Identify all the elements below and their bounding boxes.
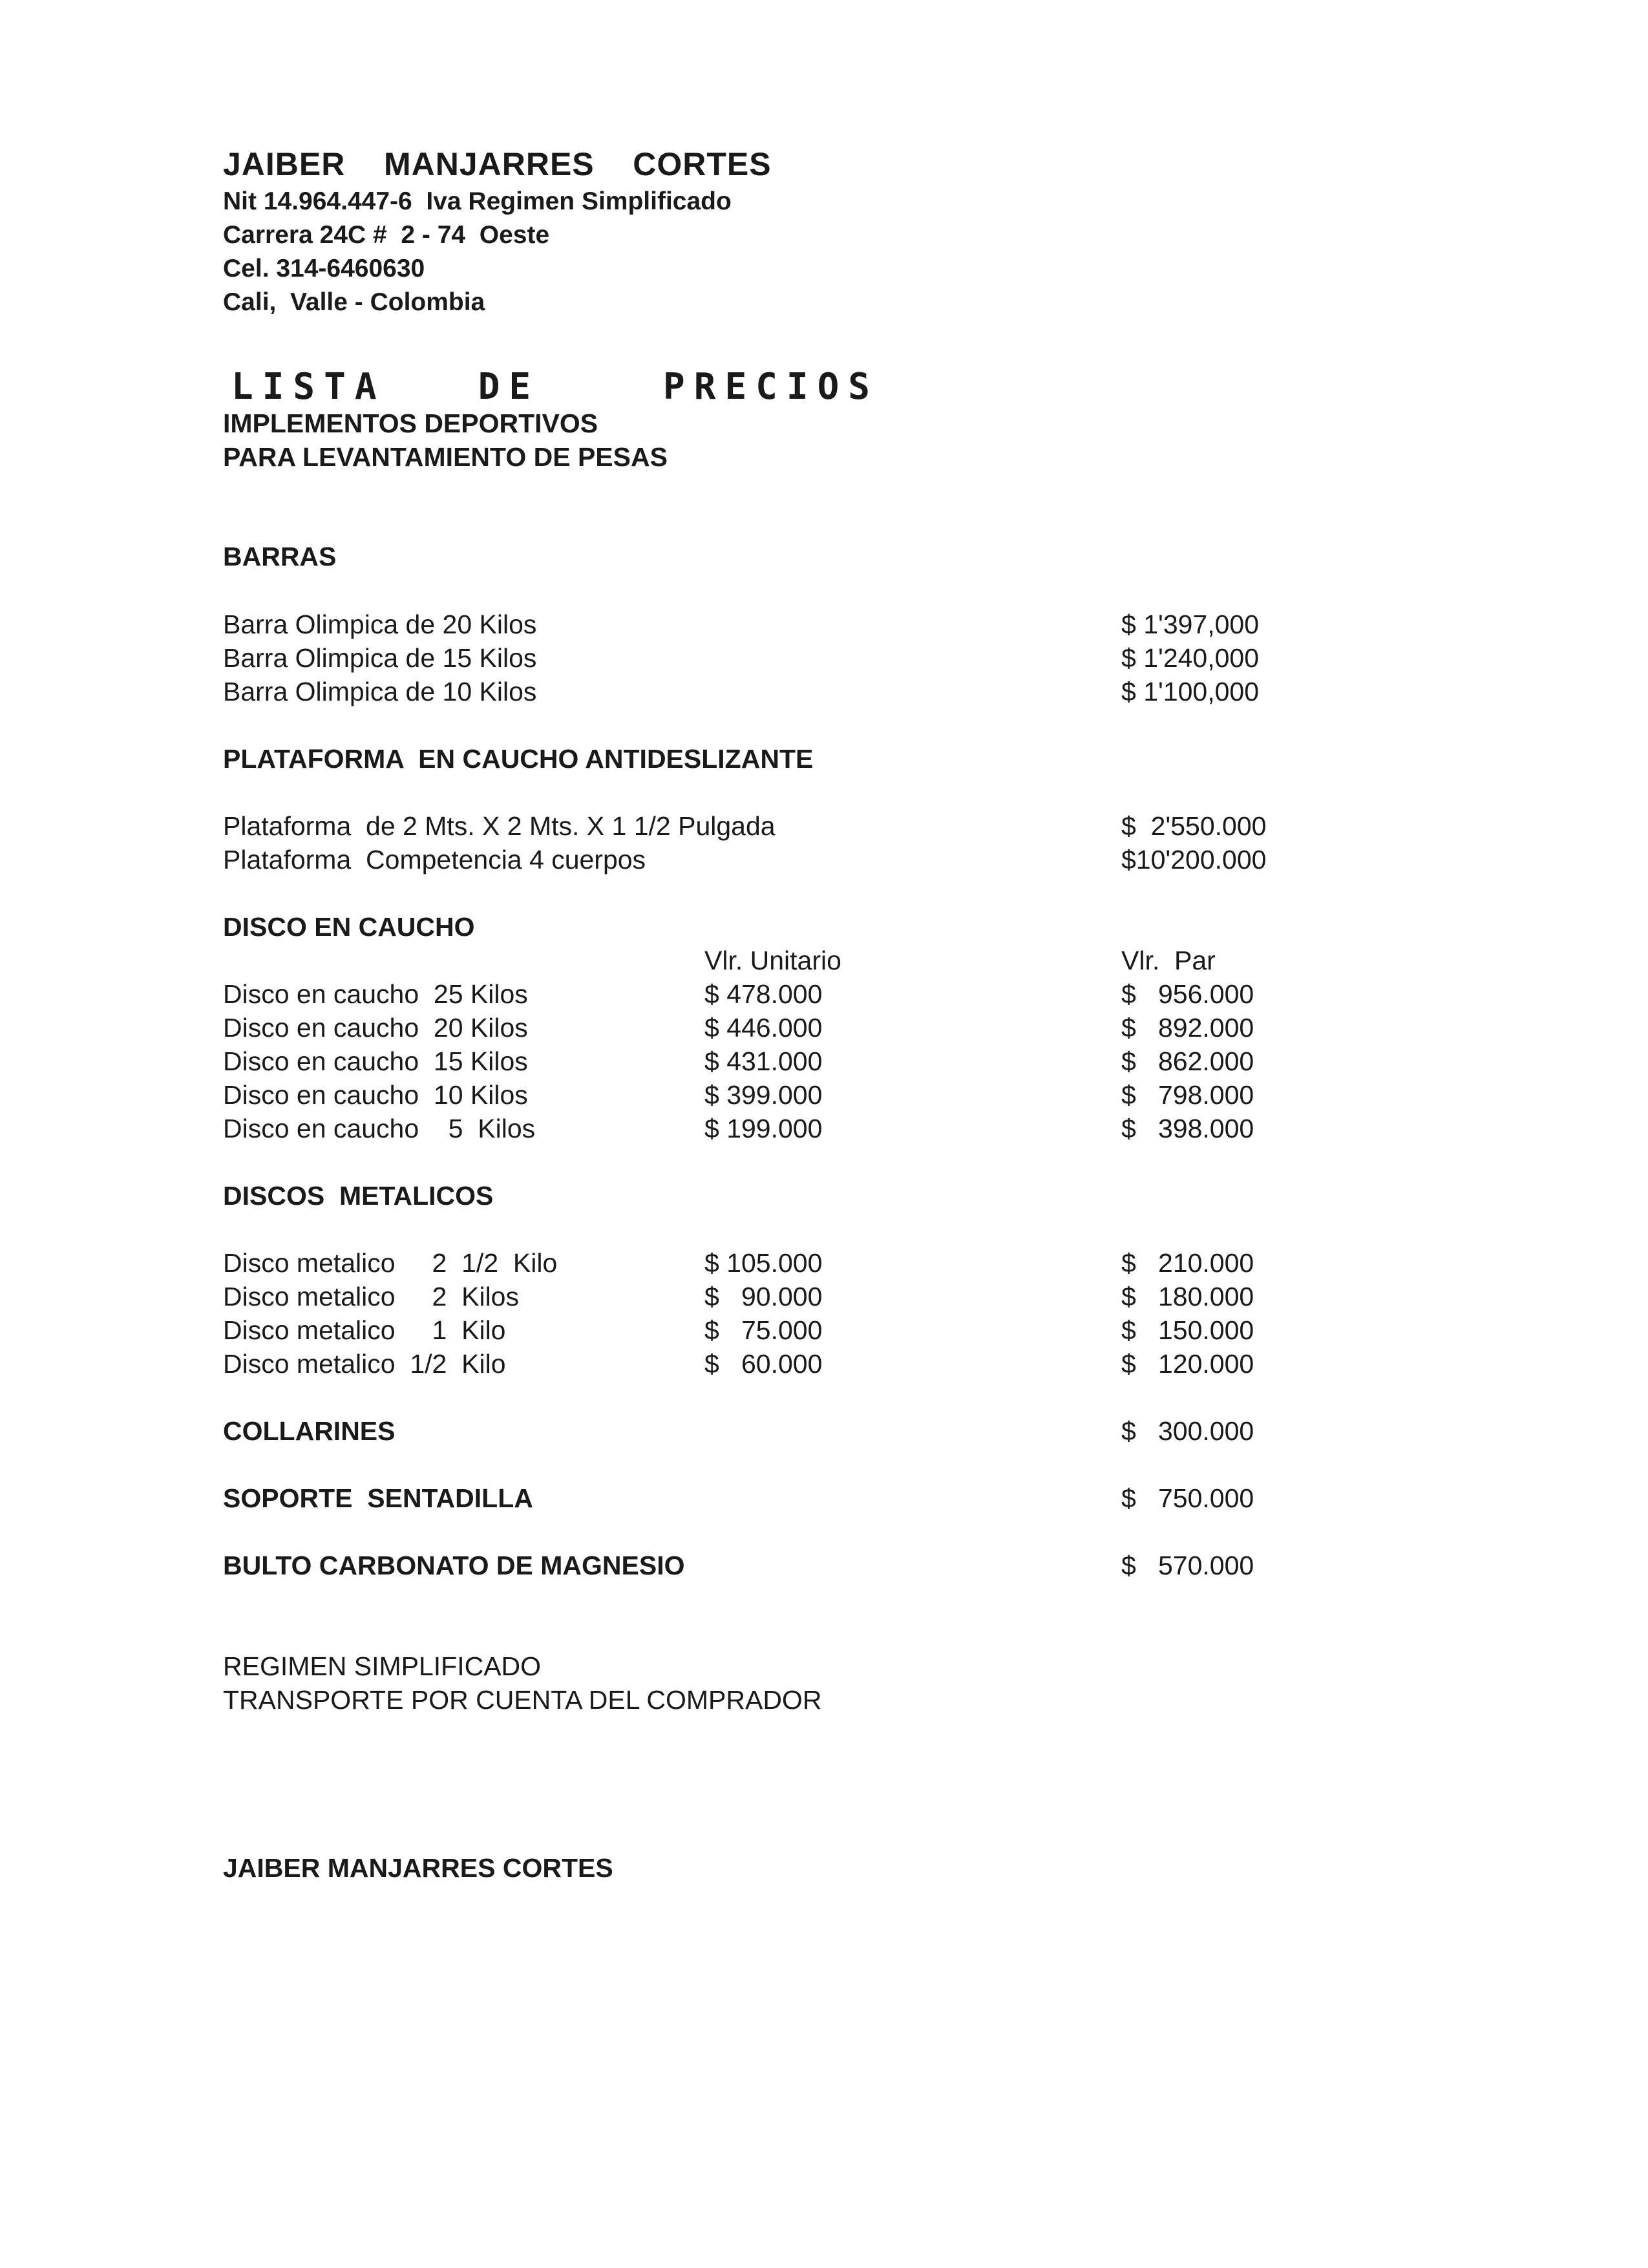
company-nit: Nit 14.964.447-6 Iva Regimen Simplificado xyxy=(223,187,732,215)
item-name: Plataforma de 2 Mts. X 2 Mts. X 1 1/2 Pulgada xyxy=(223,811,776,841)
item-price: $ 570.000 xyxy=(1121,1551,1254,1580)
section-title-disco-caucho: DISCO EN CAUCHO xyxy=(223,912,475,942)
item-name: Disco metalico 1 Kilo xyxy=(223,1315,506,1345)
item-name: Barra Olimpica de 15 Kilos xyxy=(223,643,537,673)
item-price: $10'200.000 xyxy=(1121,845,1267,874)
item-pair-price: $ 862.000 xyxy=(1121,1046,1254,1076)
section-title-soporte: SOPORTE SENTADILLA xyxy=(223,1483,533,1513)
item-price: $ 300.000 xyxy=(1121,1416,1254,1446)
item-unit-price: $ 105.000 xyxy=(704,1248,823,1278)
item-name: Plataforma Competencia 4 cuerpos xyxy=(223,845,646,874)
item-unit-price: $ 478.000 xyxy=(704,979,823,1009)
company-address: Carrera 24C # 2 - 74 Oeste xyxy=(223,221,550,249)
item-name: Disco en caucho 15 Kilos xyxy=(223,1046,528,1076)
item-name: Barra Olimpica de 20 Kilos xyxy=(223,609,537,639)
column-header-pair: Vlr. Par xyxy=(1121,946,1216,975)
item-price: $ 2'550.000 xyxy=(1121,811,1267,841)
item-name: Barra Olimpica de 10 Kilos xyxy=(223,677,537,706)
company-phone: Cel. 314-6460630 xyxy=(223,255,425,282)
item-unit-price: $ 446.000 xyxy=(704,1013,823,1043)
document-subtitle-1: IMPLEMENTOS DEPORTIVOS xyxy=(223,408,598,438)
item-unit-price: $ 75.000 xyxy=(704,1315,823,1345)
item-pair-price: $ 120.000 xyxy=(1121,1349,1254,1379)
item-unit-price: $ 399.000 xyxy=(704,1080,823,1110)
item-name: Disco metalico 2 1/2 Kilo xyxy=(223,1248,558,1278)
item-name: Disco en caucho 10 Kilos xyxy=(223,1080,528,1110)
item-pair-price: $ 892.000 xyxy=(1121,1013,1254,1043)
document-subtitle-2: PARA LEVANTAMIENTO DE PESAS xyxy=(223,442,668,472)
item-unit-price: $ 60.000 xyxy=(704,1349,823,1379)
column-header-unit: Vlr. Unitario xyxy=(704,946,841,975)
item-pair-price: $ 150.000 xyxy=(1121,1315,1254,1345)
item-price: $ 1'240,000 xyxy=(1121,643,1260,673)
document-title: LISTA DE PRECIOS xyxy=(231,366,880,408)
item-pair-price: $ 398.000 xyxy=(1121,1114,1254,1143)
company-name: JAIBER MANJARRES CORTES xyxy=(223,146,772,182)
note-transporte: TRANSPORTE POR CUENTA DEL COMPRADOR xyxy=(223,1685,822,1715)
item-unit-price: $ 431.000 xyxy=(704,1046,823,1076)
item-unit-price: $ 90.000 xyxy=(704,1282,823,1311)
item-name: Disco en caucho 20 Kilos xyxy=(223,1013,528,1043)
company-city: Cali, Valle - Colombia xyxy=(223,288,485,316)
item-price: $ 750.000 xyxy=(1121,1483,1254,1513)
item-pair-price: $ 956.000 xyxy=(1121,979,1254,1009)
section-title-barras: BARRAS xyxy=(223,542,337,571)
item-pair-price: $ 798.000 xyxy=(1121,1080,1254,1110)
item-price: $ 1'100,000 xyxy=(1121,677,1260,706)
item-name: Disco en caucho 5 Kilos xyxy=(223,1114,536,1143)
item-price: $ 1'397,000 xyxy=(1121,609,1260,639)
item-name: Disco metalico 2 Kilos xyxy=(223,1282,519,1311)
section-title-plataforma: PLATAFORMA EN CAUCHO ANTIDESLIZANTE xyxy=(223,744,814,774)
item-name: Disco metalico 1/2 Kilo xyxy=(223,1349,506,1379)
item-pair-price: $ 180.000 xyxy=(1121,1282,1254,1311)
note-regimen: REGIMEN SIMPLIFICADO xyxy=(223,1651,542,1681)
item-name: Disco en caucho 25 Kilos xyxy=(223,979,528,1009)
item-unit-price: $ 199.000 xyxy=(704,1114,823,1143)
section-title-collarines: COLLARINES xyxy=(223,1416,396,1446)
section-title-bulto: BULTO CARBONATO DE MAGNESIO xyxy=(223,1551,685,1580)
item-pair-price: $ 210.000 xyxy=(1121,1248,1254,1278)
signature-name: JAIBER MANJARRES CORTES xyxy=(223,1853,613,1883)
section-title-discos-metalicos: DISCOS METALICOS xyxy=(223,1181,494,1211)
